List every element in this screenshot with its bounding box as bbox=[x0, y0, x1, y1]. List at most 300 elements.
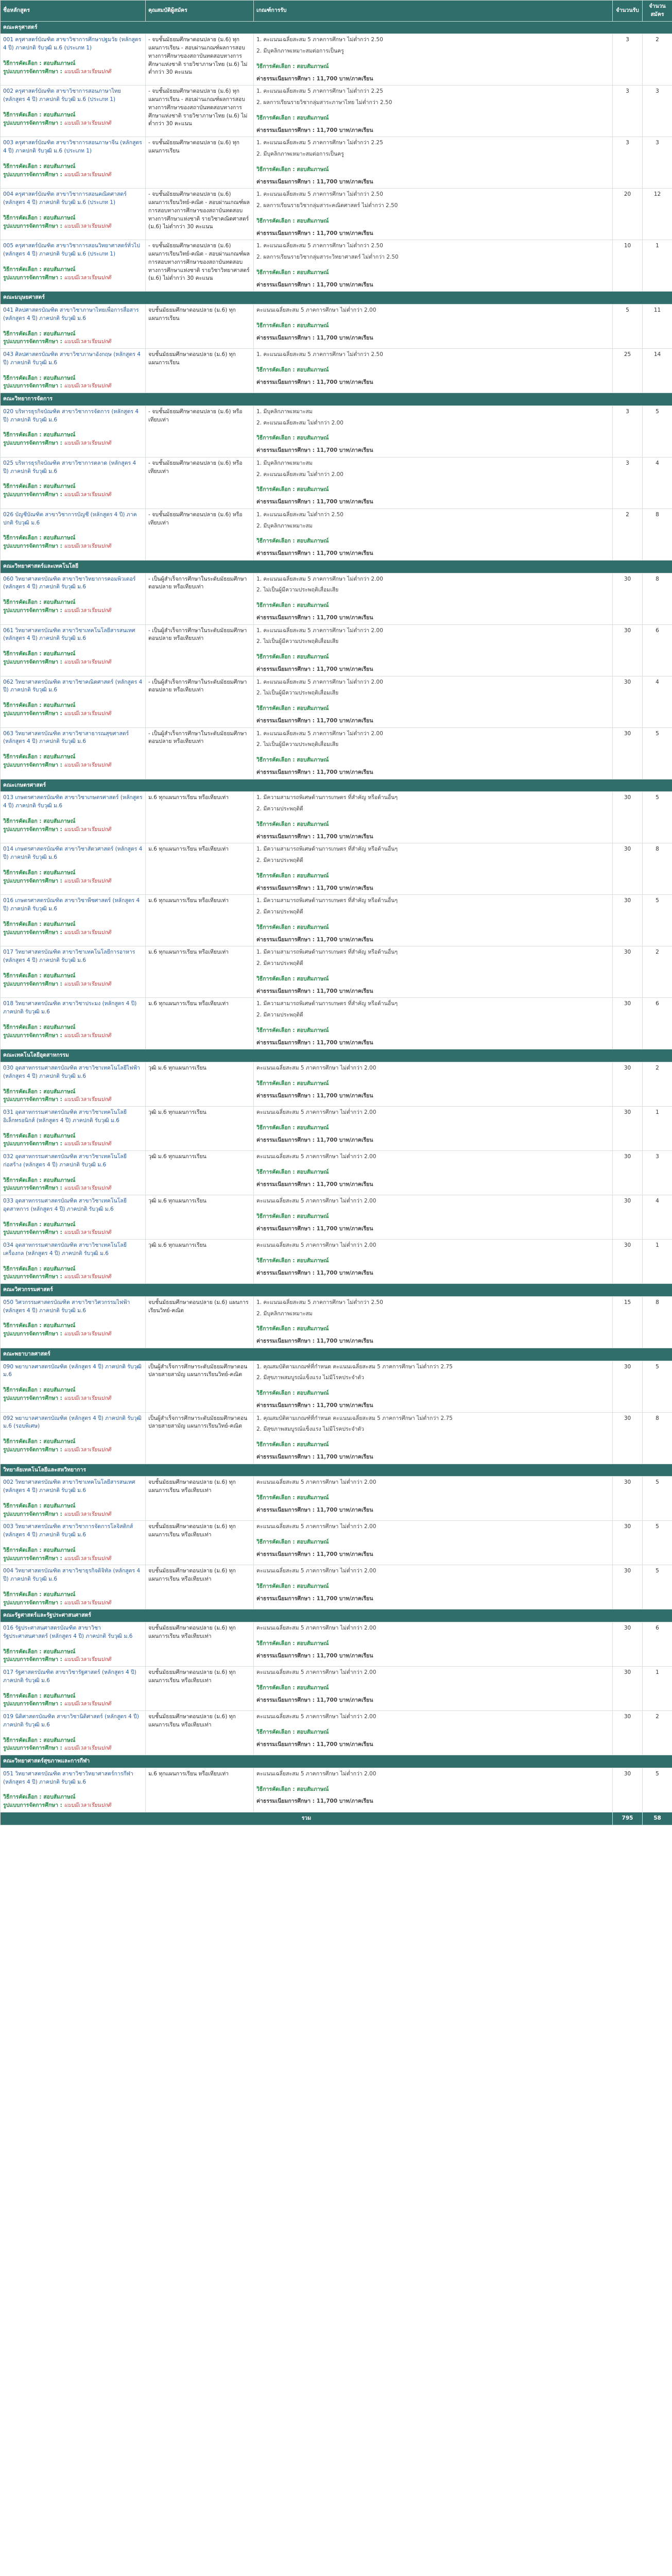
table-row bbox=[1, 1768, 672, 1812]
study-format bbox=[3, 1096, 143, 1104]
qualification-cell: - จบชั้นมัธยมศึกษาตอนปลาย (ม.6) หรือเทียบเท่า bbox=[146, 405, 254, 457]
study-format bbox=[3, 761, 143, 770]
tuition-fee-label: ค่าธรรมเนียมการศึกษา : 11,700 บาท/ภาคเรียน bbox=[256, 334, 373, 341]
program-cell bbox=[1, 137, 146, 189]
study-format-label: รูปแบบการจัดการศึกษา : bbox=[3, 171, 62, 178]
program-cell bbox=[1, 1195, 146, 1240]
table-row bbox=[1, 1565, 672, 1609]
selection-method: วิธีการคัดเลือก : สอบสัมภาษณ์ bbox=[3, 1438, 76, 1445]
program-name[interactable]: 016 เกษตรศาสตรบัณฑิต สาขาวิชาพืชศาสตร์ (หลักสูตร 4 ปี) ภาคปกติ รับวุฒิ ม.6 bbox=[3, 897, 140, 912]
tuition-fee bbox=[256, 614, 610, 622]
study-format-label: รูปแบบการจัดการศึกษา : bbox=[3, 710, 62, 717]
criteria-line-1: 1. คะแนนเฉลี่ยสะสม ไม่ต่ำกว่า 2.50 bbox=[256, 511, 343, 518]
tuition-fee bbox=[256, 1697, 610, 1705]
accept-count: 15 bbox=[613, 1296, 643, 1348]
criteria-cell bbox=[254, 240, 613, 292]
table-row bbox=[1, 895, 672, 946]
program-cell bbox=[1, 573, 146, 624]
accept-count: 5 bbox=[613, 304, 643, 349]
applicant-count: 6 bbox=[643, 1622, 672, 1667]
criteria-line-1: 1. มีความสามารถพิเศษด้านการเกษตร ที่สำคัญ หรือด้านอื่นๆ bbox=[256, 897, 398, 904]
criteria-line-1: คะแนนเฉลี่ยสะสม 5 ภาคการศึกษา ไม่ต่ำกว่า 2.00 bbox=[256, 1479, 376, 1486]
study-format bbox=[3, 1229, 143, 1237]
criteria-line-1: 1. คะแนนเฉลี่ยสะสม 5 ภาคการศึกษา ไม่ต่ำกว่า 2.00 bbox=[256, 679, 383, 685]
selection-method: วิธีการคัดเลือก : สอบสัมภาษณ์ bbox=[3, 266, 76, 273]
table-row bbox=[1, 457, 672, 509]
program-name[interactable]: 062 วิทยาศาสตรบัณฑิต สาขาวิชาคณิตศาสตร์ (หลักสูตร 4 ปี) ภาคปกติ รับวุฒิ ม.6 bbox=[3, 679, 143, 693]
tuition-fee bbox=[256, 936, 610, 944]
selection-method: วิธีการคัดเลือก : สอบสัมภาษณ์ bbox=[3, 163, 76, 170]
selection-method: วิธีการคัดเลือก : สอบสัมภาษณ์ bbox=[3, 1177, 76, 1183]
criteria-cell bbox=[254, 946, 613, 998]
criteria-line-1: 1. มีความสามารถพิเศษด้านการเกษตร ที่สำคัญ หรือด้านอื่นๆ bbox=[256, 846, 398, 853]
study-format-label: รูปแบบการจัดการศึกษา : bbox=[3, 1745, 62, 1752]
accept-count: 30 bbox=[613, 573, 643, 624]
qualification-cell: - เป็นผู้สำเร็จการศึกษาในระดับมัธยมศึกษาตอนปลาย หรือเทียบเท่า bbox=[146, 624, 254, 676]
study-format bbox=[3, 1446, 143, 1454]
study-format-value: แบบมีเวลาเรียนปกติ bbox=[64, 1032, 111, 1039]
program-name[interactable]: 013 เกษตรศาสตรบัณฑิต สาขาวิชาเกษตรศาสตร์ (หลักสูตร 4 ปี) ภาคปกติ รับวุฒิ ม.6 bbox=[3, 794, 143, 809]
tuition-fee bbox=[256, 127, 610, 135]
qualification-cell: - เป็นผู้สำเร็จการศึกษาในระดับมัธยมศึกษาตอนปลาย หรือเทียบเท่า bbox=[146, 727, 254, 779]
qualification-cell: วุฒิ ม.6 ทุกแผนการเรียน bbox=[146, 1151, 254, 1195]
applicant-count: 5 bbox=[643, 727, 672, 779]
tuition-fee-label: ค่าธรรมเนียมการศึกษา : 11,700 บาท/ภาคเรียน bbox=[256, 178, 373, 185]
accept-count: 30 bbox=[613, 792, 643, 843]
table-row bbox=[1, 1361, 672, 1412]
study-format bbox=[3, 338, 143, 346]
tuition-fee bbox=[256, 334, 610, 343]
selection-method-2: วิธีการคัดเลือก : สอบสัมภาษณ์ bbox=[256, 366, 329, 373]
study-format bbox=[3, 929, 143, 937]
applicant-count: 6 bbox=[643, 998, 672, 1049]
criteria-cell bbox=[254, 998, 613, 1049]
criteria-cell bbox=[254, 1195, 613, 1240]
program-name[interactable]: 014 เกษตรศาสตรบัณฑิต สาขาวิชาสัตวศาสตร์ (หลักสูตร 4 ปี) ภาคปกติ รับวุฒิ ม.6 bbox=[3, 846, 143, 860]
program-name[interactable]: 030 อุตสาหกรรมศาสตรบัณฑิต สาขาวิชาเทคโนโลยีไฟฟ้า (หลักสูตร 4 ปี) ภาคปกติ รับวุฒิ ม.6 bbox=[3, 1065, 140, 1079]
section-header-row bbox=[1, 1609, 672, 1622]
study-format-value: แบบมีเวลาเรียนปกติ bbox=[64, 1802, 111, 1808]
criteria-cell bbox=[254, 1296, 613, 1348]
section-title: คณะวิทยาการจัดการ bbox=[1, 393, 672, 406]
accept-count: 30 bbox=[613, 998, 643, 1049]
table-row bbox=[1, 1151, 672, 1195]
program-cell bbox=[1, 1768, 146, 1812]
applicant-count: 11 bbox=[643, 304, 672, 349]
tuition-fee-label: ค่าธรรมเนียมการศึกษา : 11,700 บาท/ภาคเรียน bbox=[256, 1741, 373, 1748]
criteria-line-1: คะแนนเฉลี่ยสะสม 5 ภาคการศึกษา ไม่ต่ำกว่า 2.00 bbox=[256, 307, 376, 313]
tuition-fee bbox=[256, 178, 610, 187]
selection-method-2: วิธีการคัดเลือก : สอบสัมภาษณ์ bbox=[256, 1080, 329, 1087]
section-title: คณะวิทยาศาสตร์สุขภาพและการกีฬา bbox=[1, 1755, 672, 1768]
study-format bbox=[3, 826, 143, 834]
study-format bbox=[3, 1700, 143, 1708]
selection-method-2: วิธีการคัดเลือก : สอบสัมภาษณ์ bbox=[256, 602, 329, 608]
selection-method: วิธีการคัดเลือก : สอบสัมภาษณ์ bbox=[3, 754, 76, 760]
study-format-label: รูปแบบการจัดการศึกษา : bbox=[3, 1802, 62, 1808]
section-header-row bbox=[1, 292, 672, 304]
selection-method-2: วิธีการคัดเลือก : สอบสัมภาษณ์ bbox=[256, 1495, 329, 1501]
study-format-value: แบบมีเวลาเรียนปกติ bbox=[64, 1446, 111, 1453]
qualification-cell: จบชั้นมัธยมศึกษาตอนปลาย (ม.6) ทุกแผนการเรียน หรือเทียบเท่า bbox=[146, 1477, 254, 1521]
criteria-line-2: 2. ไม่เป็นผู้มีความประพฤติเสื่อมเสีย bbox=[256, 690, 339, 697]
total-row bbox=[1, 1812, 672, 1825]
applicant-count: 4 bbox=[643, 457, 672, 509]
tuition-fee-label: ค่าธรรมเนียมการศึกษา : 11,700 บาท/ภาคเรียน bbox=[256, 1453, 373, 1460]
study-format-value: แบบมีเวลาเรียนปกติ bbox=[64, 223, 111, 229]
qualification-cell: วุฒิ ม.6 ทุกแผนการเรียน bbox=[146, 1062, 254, 1107]
selection-method-2: วิธีการคัดเลือก : สอบสัมภาษณ์ bbox=[256, 821, 329, 827]
criteria-line-2: 2. มีความประพฤติดี bbox=[256, 1012, 303, 1018]
program-name[interactable]: 031 อุตสาหกรรมศาสตรบัณฑิต สาขาวิชาเทคโนโลยีอิเล็กทรอนิกส์ (หลักสูตร 4 ปี) ภาคปกติ รับวุฒิ ม.6 bbox=[3, 1109, 127, 1124]
qualification-cell: - เป็นผู้สำเร็จการศึกษาในระดับมัธยมศึกษาตอนปลาย หรือเทียบเท่า bbox=[146, 573, 254, 624]
program-name[interactable]: 063 วิทยาศาสตรบัณฑิต สาขาวิชาสาธารณสุขศาสตร์ (หลักสูตร 4 ปี) ภาคปกติ รับวุฒิ ม.6 bbox=[3, 730, 129, 745]
study-format-label: รูปแบบการจัดการศึกษา : bbox=[3, 1701, 62, 1707]
program-name[interactable]: 092 พยาบาลศาสตรบัณฑิต (หลักสูตร 4 ปี) ภาคปกติ รับวุฒิ ม.6 (รอบพิเศษ) bbox=[3, 1415, 142, 1430]
program-cell bbox=[1, 405, 146, 457]
study-format bbox=[3, 1273, 143, 1281]
study-format-label: รูปแบบการจัดการศึกษา : bbox=[3, 826, 62, 833]
criteria-line-2: 2. มีบุคลิกภาพเหมาะสม bbox=[256, 1310, 313, 1317]
tuition-fee-label: ค่าธรรมเนียมการศึกษา : 11,700 บาท/ภาคเรียน bbox=[256, 1595, 373, 1602]
criteria-cell bbox=[254, 1477, 613, 1521]
applicant-count: 5 bbox=[643, 405, 672, 457]
program-name[interactable]: 060 วิทยาศาสตรบัณฑิต สาขาวิชาวิทยาการคอมพิวเตอร์ (หลักสูตร 4 ปี) ภาคปกติ รับวุฒิ ม.6 bbox=[3, 575, 136, 590]
tuition-fee bbox=[256, 498, 610, 506]
study-format-value: แบบมีเวลาเรียนปกติ bbox=[64, 120, 111, 126]
criteria-line-1: คะแนนเฉลี่ยสะสม 5 ภาคการศึกษา ไม่ต่ำกว่า 2.00 bbox=[256, 1714, 376, 1720]
program-name[interactable]: 050 วิศวกรรมศาสตรบัณฑิต สาขาวิชาวิศวกรรมไฟฟ้า (หลักสูตร 4 ปี) ภาคปกติ รับวุฒิ ม.6 bbox=[3, 1299, 130, 1314]
program-name[interactable]: 034 อุตสาหกรรมศาสตรบัณฑิต สาขาวิชาเทคโนโลยีเครื่องกล (หลักสูตร 4 ปี) ภาคปกติ รับวุฒิ ม.6 bbox=[3, 1242, 127, 1257]
program-cell bbox=[1, 843, 146, 895]
tuition-fee-label: ค่าธรรมเนียมการศึกษา : 11,700 บาท/ภาคเรียน bbox=[256, 230, 373, 236]
study-format-label: รูปแบบการจัดการศึกษา : bbox=[3, 877, 62, 884]
criteria-line-1: 1. คะแนนเฉลี่ยสะสม 5 ภาคการศึกษา ไม่ต่ำกว่า 2.25 bbox=[256, 140, 383, 146]
criteria-cell bbox=[254, 1361, 613, 1412]
tuition-fee-label: ค่าธรรมเนียมการศึกษา : 11,700 บาท/ภาคเรียน bbox=[256, 1551, 373, 1557]
selection-method: วิธีการคัดเลือก : สอบสัมภาษณ์ bbox=[3, 1024, 76, 1030]
criteria-line-1: 1. คะแนนเฉลี่ยสะสม 5 ภาคการศึกษา ไม่ต่ำกว่า 2.50 bbox=[256, 243, 383, 249]
study-format-label: รูปแบบการจัดการศึกษา : bbox=[3, 338, 62, 345]
program-cell bbox=[1, 1565, 146, 1609]
accept-count: 2 bbox=[613, 509, 643, 560]
study-format-value: แบบมีเวลาเรียนปกติ bbox=[64, 826, 111, 833]
applicant-count: 2 bbox=[643, 34, 672, 86]
program-cell bbox=[1, 1667, 146, 1711]
program-name[interactable]: 005 ครุศาสตร์บัณฑิต สาขาวิชาการสอนวิทยาศาสตร์ทั่วไป (หลักสูตร 4 ปี) ภาคปกติ รับวุฒิ ม.6 (ประเภท 1) bbox=[3, 243, 140, 257]
study-format-value: แบบมีเวลาเรียนปกติ bbox=[64, 68, 111, 75]
selection-method: วิธีการคัดเลือก : สอบสัมภาษณ์ bbox=[3, 535, 76, 541]
selection-method: วิธีการคัดเลือก : สอบสัมภาษณ์ bbox=[3, 330, 76, 337]
study-format-label: รูปแบบการจัดการศึกษา : bbox=[3, 929, 62, 936]
tuition-fee bbox=[256, 1137, 610, 1145]
criteria-cell bbox=[254, 509, 613, 560]
tuition-fee bbox=[256, 1181, 610, 1189]
accept-count: 10 bbox=[613, 240, 643, 292]
program-name[interactable]: 026 บัญชีบัณฑิต สาขาวิชาการบัญชี (หลักสูตร 4 ปี) ภาคปกติ รับวุฒิ ม.6 bbox=[3, 511, 137, 526]
criteria-line-2: 2. คะแนนเฉลี่ยสะสม ไม่ต่ำกว่า 2.00 bbox=[256, 419, 343, 426]
accept-count: 30 bbox=[613, 676, 643, 727]
program-name[interactable]: 019 นิติศาสตรบัณฑิต สาขาวิชานิติศาสตร์ (หลักสูตร 4 ปี) ภาคปกติ รับวุฒิ ม.6 bbox=[3, 1714, 139, 1728]
selection-method: วิธีการคัดเลือก : สอบสัมภาษณ์ bbox=[3, 483, 76, 490]
qualification-cell: จบชั้นมัธยมศึกษาตอนปลาย (ม.6) ทุกแผนการเรียน หรือเทียบเท่า bbox=[146, 1711, 254, 1755]
criteria-cell bbox=[254, 405, 613, 457]
table-row bbox=[1, 1711, 672, 1755]
study-format-label: รูปแบบการจัดการศึกษา : bbox=[3, 1555, 62, 1562]
selection-method-2: วิธีการคัดเลือก : สอบสัมภาษณ์ bbox=[256, 435, 329, 442]
study-format bbox=[3, 1184, 143, 1193]
program-name[interactable]: 025 บริหารธุรกิจบัณฑิต สาขาวิชาการตลาด (หลักสูตร 4 ปี) ภาคปกติ รับวุฒิ ม.6 bbox=[3, 460, 136, 474]
tuition-fee bbox=[256, 769, 610, 777]
program-name[interactable]: 090 พยาบาลศาสตรบัณฑิต (หลักสูตร 4 ปี) ภาคปกติ รับวุฒิ ม.6 bbox=[3, 1363, 142, 1378]
selection-method: วิธีการคัดเลือก : สอบสัมภาษณ์ bbox=[3, 375, 76, 381]
applicant-count: 3 bbox=[643, 1151, 672, 1195]
study-format-label: รูปแบบการจัดการศึกษา : bbox=[3, 658, 62, 665]
selection-method: วิธีการคัดเลือก : สอบสัมภาษณ์ bbox=[3, 702, 76, 708]
study-format-label: รูปแบบการจัดการศึกษา : bbox=[3, 440, 62, 446]
selection-method-2: วิธีการคัดเลือก : สอบสัมภาษณ์ bbox=[256, 1027, 329, 1033]
accept-count: 30 bbox=[613, 946, 643, 998]
program-name[interactable]: 051 วิทยาศาสตรบัณฑิต สาขาวิชาวิทยาศาสตร์การกีฬา (หลักสูตร 4 ปี) ภาคปกติ รับวุฒิ ม.6 bbox=[3, 1770, 133, 1785]
table-row bbox=[1, 349, 672, 393]
criteria-cell bbox=[254, 1107, 613, 1151]
criteria-line-2: 2. มีบุคลิกภาพเหมาะสม bbox=[256, 522, 313, 529]
criteria-cell bbox=[254, 843, 613, 895]
qualification-cell: ม.6 ทุกแผนการเรียน หรือเทียบเท่า bbox=[146, 843, 254, 895]
criteria-line-1: 1. คุณสมบัติตามเกณฑ์ที่กำหนด คะแนนเฉลี่ยสะสม 5 ภาคการศึกษา ไม่ต่ำกว่า 2.75 bbox=[256, 1363, 453, 1370]
tuition-fee bbox=[256, 550, 610, 558]
program-cell bbox=[1, 349, 146, 393]
program-name[interactable]: 001 ครุศาสตร์บัณฑิต สาขาวิชาการศึกษาปฐมวัย (หลักสูตร 4 ปี) ภาคปกติ รับวุฒิ ม.6 (ประเภท 1) bbox=[3, 37, 142, 51]
study-format bbox=[3, 1599, 143, 1607]
tuition-fee bbox=[256, 1741, 610, 1749]
section-title: คณะมนุษยศาสตร์ bbox=[1, 292, 672, 304]
section-header-row bbox=[1, 1464, 672, 1477]
program-name[interactable]: 020 บริหารธุรกิจบัณฑิต สาขาวิชาการจัดการ (หลักสูตร 4 ปี) ภาคปกติ รับวุฒิ ม.6 bbox=[3, 408, 139, 423]
selection-method-2: วิธีการคัดเลือก : สอบสัมภาษณ์ bbox=[256, 1583, 329, 1589]
selection-method-2: วิธีการคัดเลือก : สอบสัมภาษณ์ bbox=[256, 757, 329, 763]
criteria-line-2: 2. ไม่เป็นผู้มีความประพฤติเสื่อมเสีย bbox=[256, 741, 339, 748]
study-format-value: แบบมีเวลาเรียนปกติ bbox=[64, 1185, 111, 1192]
program-cell bbox=[1, 86, 146, 137]
applicant-count: 8 bbox=[643, 509, 672, 560]
study-format-value: แบบมีเวลาเรียนปกติ bbox=[64, 1331, 111, 1337]
program-name[interactable]: 003 วิทยาศาสตรบัณฑิต สาขาวิชาการจัดการโลจิสติกส์ (หลักสูตร 4 ปี) ภาคปกติ รับวุฒิ ม.6 bbox=[3, 1523, 133, 1538]
criteria-line-1: 1. มีความสามารถพิเศษด้านการเกษตร ที่สำคัญ หรือด้านอื่นๆ bbox=[256, 949, 398, 956]
applicant-count: 1 bbox=[643, 240, 672, 292]
selection-method: วิธีการคัดเลือก : สอบสัมภาษณ์ bbox=[3, 432, 76, 438]
accept-count: 3 bbox=[613, 405, 643, 457]
total-accept: 795 bbox=[613, 1812, 643, 1825]
table-row bbox=[1, 676, 672, 727]
program-name[interactable]: 017 รัฐศาสตรบัณฑิต สาขาวิชารัฐศาสตร์ (หลักสูตร 4 ปี) ภาคปกติ รับวุฒิ ม.6 bbox=[3, 1669, 136, 1684]
selection-method: วิธีการคัดเลือก : สอบสัมภาษณ์ bbox=[3, 1547, 76, 1553]
program-name[interactable]: 017 วิทยาศาสตรบัณฑิต สาขาวิชาเทคโนโลยีการอาหาร (หลักสูตร 4 ปี) ภาคปกติ รับวุฒิ ม.6 bbox=[3, 949, 135, 963]
tuition-fee-label: ค่าธรรมเนียมการศึกษา : 11,700 บาท/ภาคเรียน bbox=[256, 1697, 373, 1703]
study-format-value: แบบมีเวลาเรียนปกติ bbox=[64, 1701, 111, 1707]
applicant-count: 1 bbox=[643, 1667, 672, 1711]
criteria-line-1: 1. คะแนนเฉลี่ยสะสม 5 ภาคการศึกษา ไม่ต่ำกว่า 2.50 bbox=[256, 1299, 383, 1306]
selection-method: วิธีการคัดเลือก : สอบสัมภาษณ์ bbox=[3, 1387, 76, 1393]
tuition-fee bbox=[256, 1039, 610, 1047]
program-name[interactable]: 018 วิทยาศาสตรบัณฑิต สาขาวิชาประมง (หลักสูตร 4 ปี) ภาคปกติ รับวุฒิ ม.6 bbox=[3, 1001, 137, 1015]
program-name[interactable]: 003 ครุศาสตร์บัณฑิต สาขาวิชาการสอนภาษาจีน (หลักสูตร 4 ปี) ภาคปกติ รับวุฒิ ม.6 (ประเภท 1) bbox=[3, 140, 142, 154]
tuition-fee-label: ค่าธรรมเนียมการศึกษา : 11,700 บาท/ภาคเรียน bbox=[256, 885, 373, 891]
selection-method: วิธีการคัดเลือก : สอบสัมภาษณ์ bbox=[3, 1132, 76, 1139]
applicant-count: 5 bbox=[643, 792, 672, 843]
tuition-fee bbox=[256, 1798, 610, 1806]
study-format bbox=[3, 223, 143, 231]
study-format-label: รูปแบบการจัดการศึกษา : bbox=[3, 980, 62, 987]
study-format-label: รูปแบบการจัดการศึกษา : bbox=[3, 1656, 62, 1663]
tuition-fee bbox=[256, 447, 610, 455]
tuition-fee-label: ค่าธรรมเนียมการศึกษา : 11,700 บาท/ภาคเรียน bbox=[256, 1652, 373, 1659]
table-row bbox=[1, 1107, 672, 1151]
program-cell bbox=[1, 240, 146, 292]
criteria-line-1: คะแนนเฉลี่ยสะสม 5 ภาคการศึกษา ไม่ต่ำกว่า 2.00 bbox=[256, 1523, 376, 1530]
tuition-fee bbox=[256, 885, 610, 893]
section-header-row bbox=[1, 393, 672, 406]
selection-method-2: วิธีการคัดเลือก : สอบสัมภาษณ์ bbox=[256, 1786, 329, 1792]
study-format bbox=[3, 120, 143, 128]
study-format-label: รูปแบบการจัดการศึกษา : bbox=[3, 1331, 62, 1337]
tuition-fee-label: ค่าธรรมเนียมการศึกษา : 11,700 บาท/ภาคเรียน bbox=[256, 379, 373, 385]
applicant-count: 5 bbox=[643, 1565, 672, 1609]
selection-method: วิธีการคัดเลือก : สอบสัมภาษณ์ bbox=[3, 921, 76, 927]
criteria-cell bbox=[254, 86, 613, 137]
study-format-label: รูปแบบการจัดการศึกษา : bbox=[3, 761, 62, 768]
program-name[interactable]: 002 วิทยาศาสตรบัณฑิต สาขาวิชาเทคโนโลยีสารสนเทศ (หลักสูตร 4 ปี) ภาคปกติ รับวุฒิ ม.6 bbox=[3, 1479, 135, 1494]
criteria-line-1: คะแนนเฉลี่ยสะสม 5 ภาคการศึกษา ไม่ต่ำกว่า 2.00 bbox=[256, 1109, 376, 1115]
tuition-fee-label: ค่าธรรมเนียมการศึกษา : 11,700 บาท/ภาคเรียน bbox=[256, 447, 373, 453]
table-row bbox=[1, 34, 672, 86]
accept-count: 25 bbox=[613, 349, 643, 393]
applicant-count: 5 bbox=[643, 1521, 672, 1565]
study-format-value: แบบมีเวลาเรียนปกติ bbox=[64, 710, 111, 717]
criteria-line-2: 2. มีบุคลิกภาพเหมาะสมต่อการเป็นครู bbox=[256, 151, 344, 157]
study-format-value: แบบมีเวลาเรียนปกติ bbox=[64, 1274, 111, 1280]
selection-method-2: วิธีการคัดเลือก : สอบสัมภาษณ์ bbox=[256, 872, 329, 879]
criteria-cell bbox=[254, 1521, 613, 1565]
tuition-fee bbox=[256, 1225, 610, 1233]
study-format bbox=[3, 710, 143, 718]
table-header-row bbox=[1, 1, 672, 22]
program-name[interactable]: 043 ศิลปศาสตรบัณฑิต สาขาวิชาภาษาอังกฤษ (หลักสูตร 4 ปี) ภาคปกติ รับวุฒิ ม.6 bbox=[3, 351, 141, 366]
study-format-label: รูปแบบการจัดการศึกษา : bbox=[3, 1446, 62, 1453]
qualification-cell: จบชั้นมัธยมศึกษาตอนปลาย (ม.6) ทุกแผนการเรียน bbox=[146, 349, 254, 393]
selection-method-2: วิธีการคัดเลือก : สอบสัมภาษณ์ bbox=[256, 63, 329, 70]
criteria-line-1: คะแนนเฉลี่ยสะสม 5 ภาคการศึกษา ไม่ต่ำกว่า 2.00 bbox=[256, 1198, 376, 1204]
criteria-line-1: 1. คะแนนเฉลี่ยสะสม 5 ภาคการศึกษา ไม่ต่ำกว่า 2.25 bbox=[256, 88, 383, 95]
section-title: วิทยาลัยเทคโนโลยีและสหวิทยาการ bbox=[1, 1464, 672, 1477]
applicant-count: 1 bbox=[643, 1240, 672, 1284]
criteria-cell bbox=[254, 1565, 613, 1609]
selection-method: วิธีการคัดเลือก : สอบสัมภาษณ์ bbox=[3, 1737, 76, 1743]
program-cell bbox=[1, 946, 146, 998]
study-format-value: แบบมีเวลาเรียนปกติ bbox=[64, 543, 111, 549]
tuition-fee bbox=[256, 230, 610, 238]
section-header-row bbox=[1, 779, 672, 792]
criteria-cell bbox=[254, 457, 613, 509]
total-applicants: 58 bbox=[643, 1812, 672, 1825]
qualification-cell: จบชั้นมัธยมศึกษาตอนปลาย (ม.6) แผนการเรียนวิทย์-คณิต bbox=[146, 1296, 254, 1348]
criteria-cell bbox=[254, 1711, 613, 1755]
qualification-cell: จบชั้นมัธยมศึกษาตอนปลาย (ม.6) ทุกแผนการเรียน หรือเทียบเท่า bbox=[146, 1667, 254, 1711]
criteria-cell bbox=[254, 1240, 613, 1284]
tuition-fee-label: ค่าธรรมเนียมการศึกษา : 11,700 บาท/ภาคเรียน bbox=[256, 1092, 373, 1099]
qualification-cell: - จบชั้นมัธยมศึกษาตอนปลาย (ม.6) แผนการเรียนวิทย์-คณิต - สอบผ่านเกณฑ์ผลการสอบทางการศึกษาของสถาบันทดสอบทางการศึกษาแห่งชาติ รายวิชาวิทยาศาสตร์ (ม.6) ไม่ต่ำกว่า 30 คะแนน bbox=[146, 240, 254, 292]
applicant-count: 8 bbox=[643, 843, 672, 895]
criteria-line-2: 2. มีความประพฤติดี bbox=[256, 857, 303, 863]
program-name[interactable]: 041 ศิลปศาสตรบัณฑิต สาขาวิชาภาษาไทยเพื่อการสื่อสาร (หลักสูตร 4 ปี) ภาคปกติ รับวุฒิ ม.6 bbox=[3, 307, 139, 321]
tuition-fee-label: ค่าธรรมเนียมการศึกษา : 11,700 บาท/ภาคเรียน bbox=[256, 1039, 373, 1046]
criteria-line-1: คะแนนเฉลี่ยสะสม 5 ภาคการศึกษา ไม่ต่ำกว่า 2.00 bbox=[256, 1568, 376, 1574]
tuition-fee bbox=[256, 1652, 610, 1660]
selection-method-2: วิธีการคัดเลือก : สอบสัมภาษณ์ bbox=[256, 1168, 329, 1175]
program-name[interactable]: 002 ครุศาสตร์บัณฑิต สาขาวิชาการสอนภาษาไทย (หลักสูตร 4 ปี) ภาคปกติ รับวุฒิ ม.6 (ประเภท 1) bbox=[3, 88, 121, 103]
qualification-cell: วุฒิ ม.6 ทุกแผนการเรียน bbox=[146, 1107, 254, 1151]
section-title: คณะรัฐศาสตร์และรัฐประศาสนศาสตร์ bbox=[1, 1609, 672, 1622]
program-name[interactable]: 033 อุตสาหกรรมศาสตรบัณฑิต สาขาวิชาเทคโนโลยีอุตสาหการ (หลักสูตร 4 ปี) ภาคปกติ รับวุฒิ ม.6 bbox=[3, 1198, 127, 1212]
study-format bbox=[3, 1744, 143, 1753]
program-name[interactable]: 004 ครุศาสตร์บัณฑิต สาขาวิชาการสอนคณิตศาสตร์ (หลักสูตร 4 ปี) ภาคปกติ รับวุฒิ ม.6 (ประเภท 1) bbox=[3, 191, 127, 206]
program-name[interactable]: 061 วิทยาศาสตรบัณฑิต สาขาวิชาเทคโนโลยีสารสนเทศ (หลักสูตร 4 ปี) ภาคปกติ รับวุฒิ ม.6 bbox=[3, 627, 135, 642]
selection-method-2: วิธีการคัดเลือก : สอบสัมภาษณ์ bbox=[256, 217, 329, 224]
tuition-fee-label: ค่าธรรมเนียมการศึกษา : 11,700 บาท/ภาคเรียน bbox=[256, 75, 373, 82]
study-format-label: รูปแบบการจัดการศึกษา : bbox=[3, 68, 62, 75]
tuition-fee-label: ค่าธรรมเนียมการศึกษา : 11,700 บาท/ภาคเรียน bbox=[256, 499, 373, 505]
selection-method-2: วิธีการคัดเลือก : สอบสัมภาษณ์ bbox=[256, 486, 329, 493]
tuition-fee bbox=[256, 717, 610, 725]
program-cell bbox=[1, 792, 146, 843]
table-row bbox=[1, 624, 672, 676]
program-name[interactable]: 004 วิทยาศาสตรบัณฑิต สาขาวิชาธุรกิจดิจิทัล (หลักสูตร 4 ปี) ภาคปกติ รับวุฒิ ม.6 bbox=[3, 1568, 141, 1582]
accept-count: 30 bbox=[613, 1062, 643, 1107]
study-format-value: แบบมีเวลาเรียนปกติ bbox=[64, 980, 111, 987]
selection-method: วิธีการคัดเลือก : สอบสัมภาษณ์ bbox=[3, 599, 76, 605]
program-cell bbox=[1, 1711, 146, 1755]
tuition-fee-label: ค่าธรรมเนียมการศึกษา : 11,700 บาท/ภาคเรียน bbox=[256, 1506, 373, 1513]
study-format bbox=[3, 68, 143, 76]
accept-count: 3 bbox=[613, 34, 643, 86]
selection-method-2: วิธีการคัดเลือก : สอบสัมภาษณ์ bbox=[256, 975, 329, 982]
table-row bbox=[1, 1622, 672, 1667]
study-format-label: รูปแบบการจัดการศึกษา : bbox=[3, 1185, 62, 1192]
tuition-fee bbox=[256, 75, 610, 83]
selection-method: วิธีการคัดเลือก : สอบสัมภาษณ์ bbox=[3, 972, 76, 979]
tuition-fee-label: ค่าธรรมเนียมการศึกษา : 11,700 บาท/ภาคเรียน bbox=[256, 550, 373, 556]
study-format bbox=[3, 877, 143, 886]
selection-method-2: วิธีการคัดเลือก : สอบสัมภาษณ์ bbox=[256, 1257, 329, 1264]
selection-method-2: วิธีการคัดเลือก : สอบสัมภาษณ์ bbox=[256, 114, 329, 121]
program-name[interactable]: 016 รัฐประศาสนศาสตรบัณฑิต สาขาวิชารัฐประศาสนศาสตร์ (หลักสูตร 4 ปี) ภาคปกติ รับวุฒิ ม.6 bbox=[3, 1625, 133, 1639]
tuition-fee-label: ค่าธรรมเนียมการศึกษา : 11,700 บาท/ภาคเรียน bbox=[256, 936, 373, 943]
program-name[interactable]: 032 อุตสาหกรรมศาสตรบัณฑิต สาขาวิชาเทคโนโลยีก่อสร้าง (หลักสูตร 4 ปี) ภาคปกติ รับวุฒิ ม.6 bbox=[3, 1154, 127, 1168]
criteria-line-2: 2. มีบุคลิกภาพเหมาะสมต่อการเป็นครู bbox=[256, 48, 344, 54]
study-format bbox=[3, 274, 143, 282]
criteria-line-1: คะแนนเฉลี่ยสะสม 5 ภาคการศึกษา ไม่ต่ำกว่า 2.00 bbox=[256, 1065, 376, 1071]
criteria-line-1: 1. มีความสามารถพิเศษด้านการเกษตร ที่สำคัญ หรือด้านอื่นๆ bbox=[256, 794, 398, 801]
study-format-label: รูปแบบการจัดการศึกษา : bbox=[3, 1096, 62, 1103]
criteria-line-1: คะแนนเฉลี่ยสะสม 5 ภาคการศึกษา ไม่ต่ำกว่า 2.00 bbox=[256, 1154, 376, 1160]
criteria-cell bbox=[254, 189, 613, 240]
study-format bbox=[3, 607, 143, 615]
section-header-row bbox=[1, 21, 672, 34]
qualification-cell: - จบชั้นมัธยมศึกษาตอนปลาย (ม.6) ทุกแผนการเรียน bbox=[146, 137, 254, 189]
accept-count: 30 bbox=[613, 1361, 643, 1412]
study-format-label: รูปแบบการจัดการศึกษา : bbox=[3, 543, 62, 549]
accept-count: 30 bbox=[613, 1107, 643, 1151]
